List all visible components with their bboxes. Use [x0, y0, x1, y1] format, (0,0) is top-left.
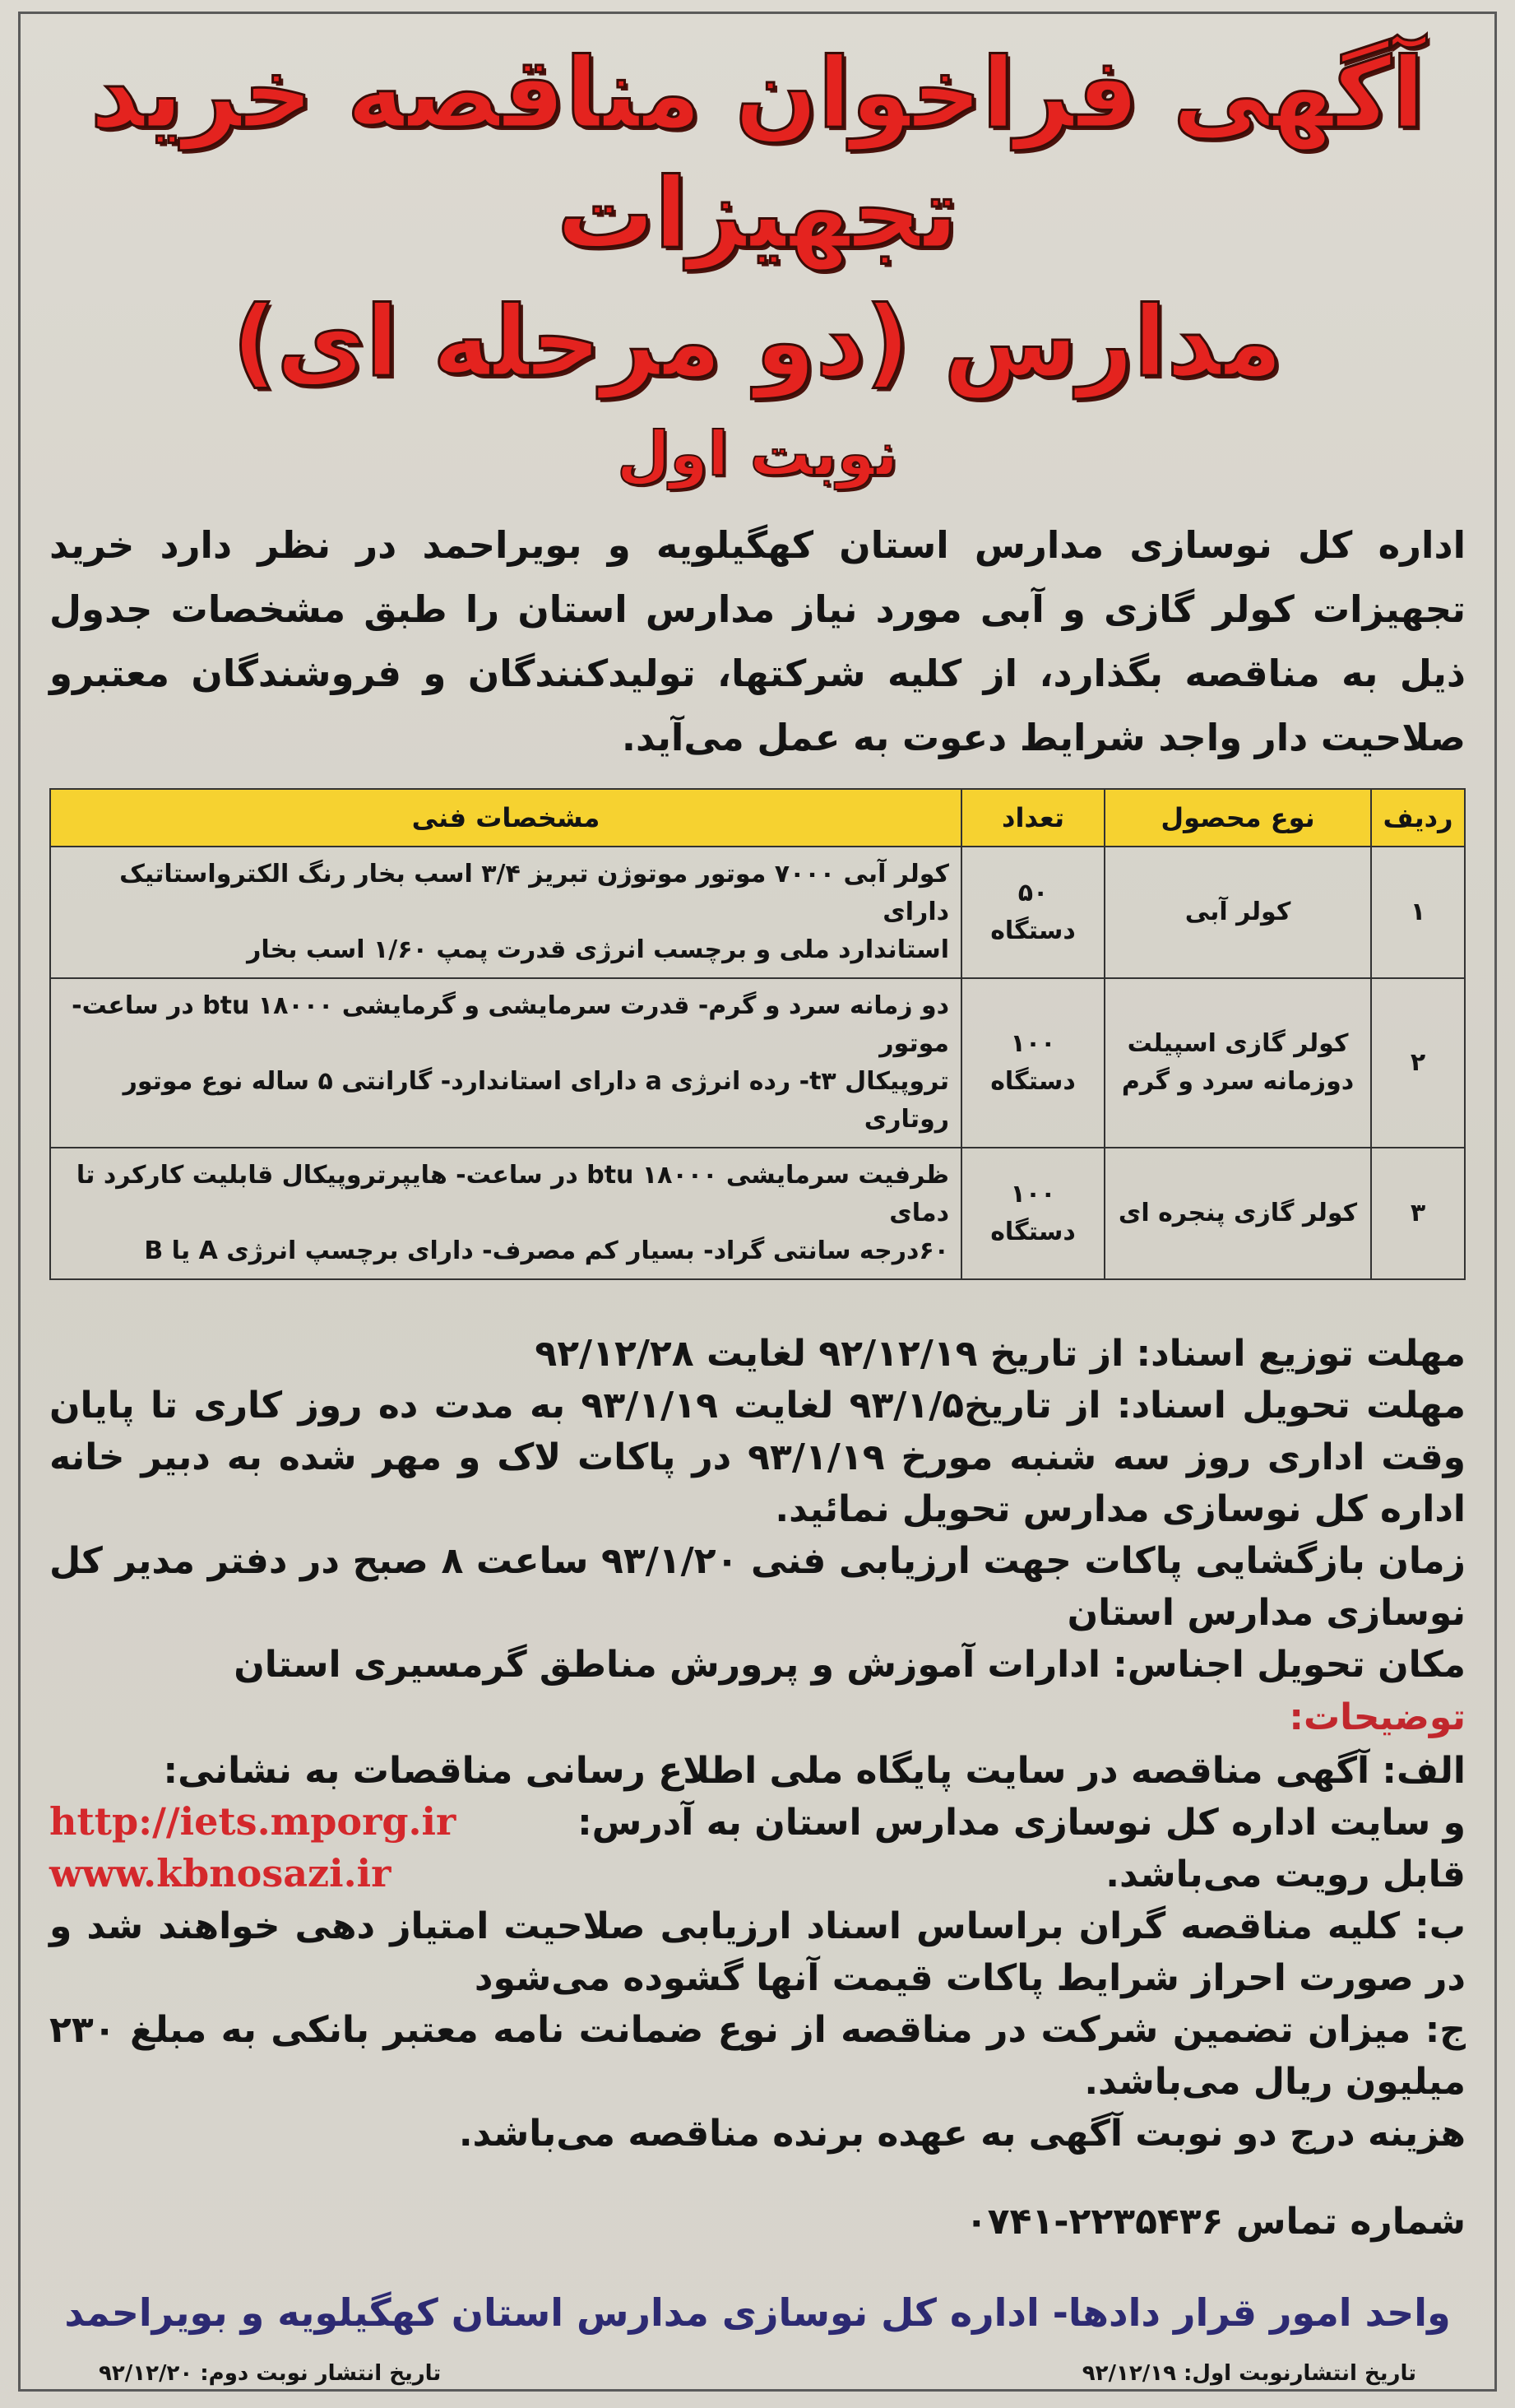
intro-paragraph: اداره کل نوسازی مدارس استان کهگیلویه و بویراحمد در نظر دارد خرید تجهیزات کولر گازی و آبی مورد نیاز مدارس استان را طبق مشخصات جدول ذیل به مناقصه بگذارد، از کلیه شرکتها، تولیدکنندگان و فروشندگان معتبرو صلاحیت دار واجد شرایط دعوت به عمل می‌آید.	[49, 523, 1466, 759]
header-specs: مشخصات فنی	[50, 789, 961, 847]
spec-line: کولر آبی ۷۰۰۰ موتور موتوژن تبریز ۳/۴ اسب بخار رنگ الکترواستاتیک دارای	[119, 860, 949, 926]
note-a-line-1: الف: آگهی مناقصه در سایت پایگاه ملی اطلاع رسانی مناقصات به نشانی:	[163, 1750, 1466, 1792]
header-quantity: تعداد	[961, 789, 1105, 847]
quantity: ۱۰۰ دستگاه	[961, 1148, 1105, 1279]
contact-phone: شماره تماس ۲۲۳۵۴۳۶-۰۷۴۱	[965, 2201, 1466, 2243]
quantity: ۵۰ دستگاه	[961, 847, 1105, 978]
header-product: نوع محصول	[1105, 789, 1371, 847]
row-number: ۱	[1371, 847, 1465, 978]
title-line-2: مدارس (دو مرحله ای)	[232, 285, 1283, 398]
product-name: کولر گازی اسپیلت دوزمانه سرد و گرم	[1105, 978, 1371, 1148]
spec-line: تروپیکال t۳- رده انرژی a دارای استاندارد- گارانتی ۵ ساله نوع موتور روتاری	[123, 1067, 949, 1134]
distribution-deadline: مهلت توزیع اسناد: از تاریخ ۹۲/۱۲/۱۹ لغایت ۹۲/۱۲/۲۸	[535, 1333, 1466, 1375]
first-publish-date: تاریخ انتشارنوبت اول: ۹۲/۱۲/۱۹	[1082, 2361, 1416, 2386]
spec-line: دو زمانه سرد و گرم- قدرت سرمایشی و گرمایشی btu ۱۸۰۰۰ در ساعت- موتور	[72, 991, 949, 1058]
quantity: ۱۰۰ دستگاه	[961, 978, 1105, 1148]
notice-border	[18, 12, 1497, 2392]
spec-line: استاندارد ملی و برچسب انرژی قدرت پمپ ۱/۶۰ اسب بخار	[247, 935, 949, 964]
row-number: ۳	[1371, 1148, 1465, 1279]
notes-heading: توضیحات:	[1289, 1696, 1466, 1738]
note-a-line-3: قابل رویت می‌باشد.	[1105, 1854, 1466, 1895]
second-publish-date: تاریخ انتشار نوبت دوم: ۹۲/۱۲/۲۰	[99, 2361, 442, 2386]
delivery-deadline: مهلت تحویل اسناد: از تاریخ۹۳/۱/۵ لغایت ۹۳/۱/۱۹ به مدت ده روز کاری تا پایان وقت اداری روز سه شنبه مورخ ۹۳/۱/۱۹ در پاکات لاک و مهر شده به دبیر خانه اداره کل نوسازی مدارس تحویل نمائید.	[49, 1385, 1466, 1530]
row-number: ۲	[1371, 978, 1465, 1148]
spec-line: ۶۰درجه سانتی گراد- بسیار کم مصرف- دارای برچسپ انرژی A یا B	[144, 1236, 949, 1265]
goods-delivery-place: مکان تحویل اجناس: ادارات آموزش و پرورش مناطق گرمسیری استان	[234, 1644, 1466, 1686]
note-a-line-2: و سایت اداره کل نوسازی مدارس استان به آدرس:	[577, 1802, 1466, 1844]
title-line-1: آگهی فراخوان مناقصه خرید تجهیزات	[90, 36, 1425, 270]
product-name: کولر آبی	[1105, 847, 1371, 978]
issuing-unit: واحد امور قرار دادها- اداره کل نوسازی مدارس استان کهگیلویه و بویراحمد	[64, 2290, 1451, 2335]
opening-time: زمان بازگشایی پاکات جهت ارزیابی فنی ۹۳/۱/۲۰ ساعت ۸ صبح در دفتر مدیر کل نوسازی مدارس استان	[49, 1540, 1466, 1634]
note-b: ب: کلیه مناقصه گران براساس اسناد ارزیابی صلاحیت امتیاز دهی خواهند شد و در صورت احراز شرایط پاکات قیمت آنها گشوده می‌شود	[49, 1905, 1466, 1999]
note-c: ج: میزان تضمین شرکت در مناقصه از نوع ضمانت نامه معتبر بانکی به مبلغ ۲۳۰ میلیون ریال می‌باشد.	[49, 2009, 1466, 2103]
product-name: کولر گازی پنجره ای	[1105, 1148, 1371, 1279]
round-label: نوبت اول	[617, 419, 898, 489]
header-row-number: ردیف	[1371, 789, 1465, 847]
iets-link[interactable]: http://iets.mporg.ir	[49, 1799, 456, 1844]
spec-line: ظرفیت سرمایشی btu ۱۸۰۰۰ در ساعت- هایپرتروپیکال قابلیت کارکرد تا دمای	[76, 1161, 949, 1227]
kbnosazi-link[interactable]: www.kbnosazi.ir	[49, 1851, 391, 1895]
ad-cost-note: هزینه درج دو نوبت آگهی به عهده برنده مناقصه می‌باشد.	[458, 2113, 1466, 2155]
